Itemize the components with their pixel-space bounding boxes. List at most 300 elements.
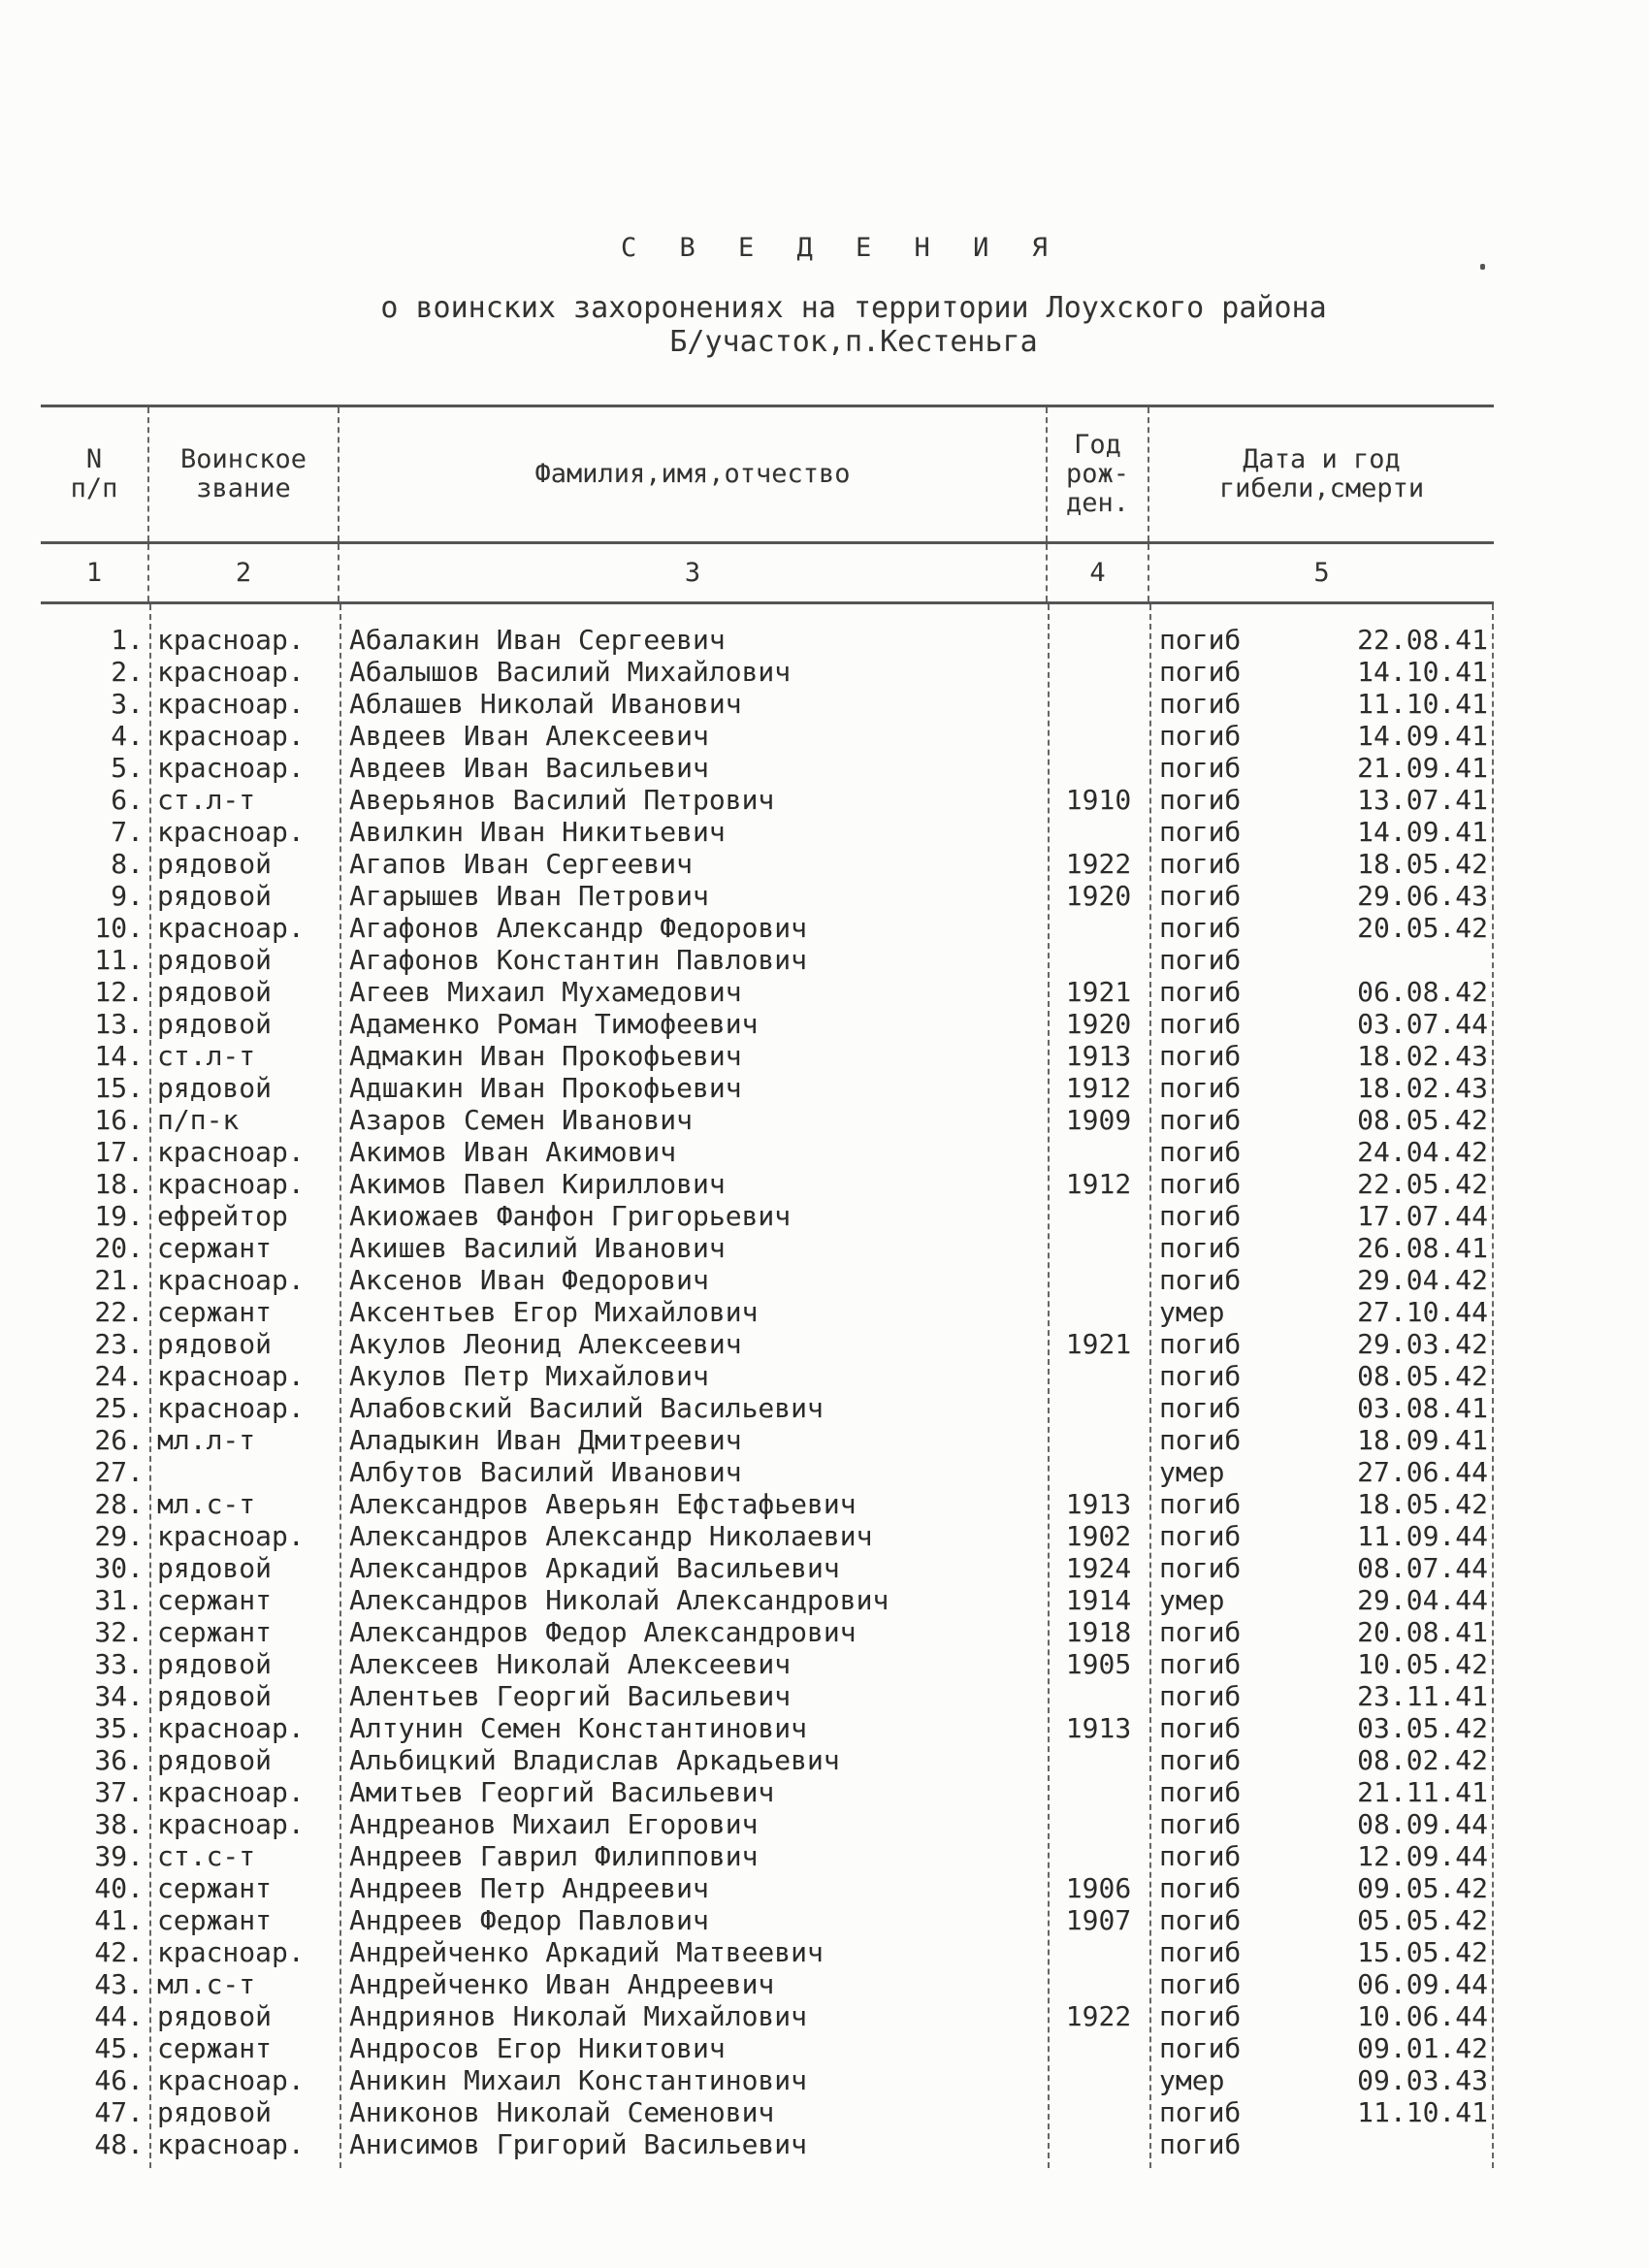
row-death: [1149, 1680, 1494, 1712]
row-rank: сержант: [157, 1904, 273, 1936]
table-row: [41, 1680, 1494, 1712]
row-number: 44.: [94, 2000, 144, 2032]
row-number: 32.: [94, 1616, 144, 1648]
row-death: [1149, 2128, 1494, 2160]
row-rank: красноар.: [157, 1360, 305, 1392]
row-birth-year: 1914: [1065, 1584, 1132, 1616]
row-rank: рядовой: [157, 1072, 273, 1104]
header-name: [340, 407, 1048, 541]
table-row: [41, 1520, 1494, 1552]
row-death: [1149, 624, 1494, 656]
table-row: [41, 1648, 1494, 1680]
row-death-status: погиб: [1159, 1840, 1242, 1872]
row-death: [1149, 1360, 1494, 1392]
row-birth-year: 1921: [1065, 1328, 1132, 1360]
row-death-status: погиб: [1159, 1936, 1242, 1968]
row-number: 15.: [94, 1072, 144, 1104]
row-birth-year: [1048, 1264, 1149, 1296]
column-number: 4: [1048, 544, 1149, 601]
row-death-status: погиб: [1159, 816, 1242, 848]
row-birth-year: 1905: [1065, 1648, 1132, 1680]
row-death-date: 22.08.41: [1357, 624, 1488, 656]
row-death: [1149, 1808, 1494, 1840]
row-number: 41.: [94, 1904, 144, 1936]
table-row: [41, 1744, 1494, 1776]
row-death: [1149, 1648, 1494, 1680]
header-death-line-1: Дата и год: [1243, 444, 1401, 474]
table-row: [41, 976, 1494, 1008]
row-death: [1149, 1328, 1494, 1360]
subtitle-line-2: Б/участок,п.Кестеньга: [669, 325, 1038, 359]
row-death-status: погиб: [1159, 976, 1242, 1008]
header-year-line-2: рож-: [1065, 459, 1130, 489]
row-death-date: 10.05.42: [1357, 1648, 1488, 1680]
row-birth-year: [1048, 1360, 1149, 1392]
row-death: [1149, 944, 1494, 976]
row-name: Адшакин Иван Прокофьевич: [349, 1072, 742, 1104]
row-death-status: умер: [1159, 1296, 1225, 1328]
row-rank: рядовой: [157, 976, 273, 1008]
row-death: [1149, 1552, 1494, 1584]
row-name: Александров Александр Николаевич: [349, 1520, 873, 1552]
row-death-status: погиб: [1159, 1008, 1242, 1040]
table-row: [41, 2000, 1494, 2032]
table-row: [41, 2032, 1494, 2064]
column-number: 3: [340, 544, 1048, 601]
row-name: Агапов Иван Сергеевич: [349, 848, 694, 880]
row-death-date: 11.10.41: [1357, 688, 1488, 720]
row-number: 12.: [94, 976, 144, 1008]
row-death-status: погиб: [1159, 1104, 1242, 1136]
row-name: Аверьянов Василий Петрович: [349, 784, 775, 816]
row-number: 22.: [94, 1296, 144, 1328]
row-death-date: 27.06.44: [1357, 1456, 1488, 1488]
row-name: Агафонов Александр Федорович: [349, 912, 808, 944]
header-year-line-3: ден.: [1065, 488, 1130, 518]
table-row: [41, 1264, 1494, 1296]
row-death-status: погиб: [1159, 656, 1242, 688]
table-row: [41, 752, 1494, 784]
row-rank: красноар.: [157, 1712, 305, 1744]
table-row: [41, 656, 1494, 688]
row-name: Алабовский Василий Васильевич: [349, 1392, 824, 1424]
row-number: 1.: [111, 624, 144, 656]
row-name: Акимов Иван Акимович: [349, 1136, 677, 1168]
row-rank: сержант: [157, 1616, 273, 1648]
row-death: [1149, 720, 1494, 752]
row-rank: ефрейтор: [157, 1200, 288, 1232]
row-rank: сержант: [157, 1584, 273, 1616]
row-number: 14.: [94, 1040, 144, 1072]
row-death-date: 06.09.44: [1357, 1968, 1488, 2000]
row-death-status: погиб: [1159, 1520, 1242, 1552]
row-death: [1149, 1840, 1494, 1872]
table-row: [41, 1040, 1494, 1072]
row-death: [1149, 1584, 1494, 1616]
row-death-date: 18.02.43: [1357, 1072, 1488, 1104]
row-rank: п/п-к: [157, 1104, 240, 1136]
row-death-date: 18.09.41: [1357, 1424, 1488, 1456]
row-name: Адаменко Роман Тимофеевич: [349, 1008, 759, 1040]
row-death-date: 10.06.44: [1357, 2000, 1488, 2032]
row-death-status: погиб: [1159, 624, 1242, 656]
row-death: [1149, 784, 1494, 816]
header-year-line-1: Год: [1074, 430, 1121, 460]
row-rank: сержант: [157, 1872, 273, 1904]
row-birth-year: [1048, 2096, 1149, 2128]
row-death-status: погиб: [1159, 1680, 1242, 1712]
row-birth-year: [1048, 1840, 1149, 1872]
row-death-status: погиб: [1159, 1264, 1242, 1296]
table-row: [41, 784, 1494, 816]
row-death-date: 29.04.42: [1357, 1264, 1488, 1296]
row-death-date: 21.11.41: [1357, 1776, 1488, 1808]
header-rank-line-2: звание: [196, 473, 291, 503]
row-birth-year: [1048, 1424, 1149, 1456]
row-name: Авилкин Иван Никитьевич: [349, 816, 726, 848]
header-name-line-1: Фамилия,имя,отчество: [534, 459, 851, 489]
row-death-date: 24.04.42: [1357, 1136, 1488, 1168]
document-title: С В Е Д Е Н И Я: [621, 233, 1061, 263]
column-number: 1: [41, 544, 149, 601]
row-name: Акулов Петр Михайлович: [349, 1360, 709, 1392]
row-rank: красноар.: [157, 1520, 305, 1552]
row-death-date: 17.07.44: [1357, 1200, 1488, 1232]
row-death-status: умер: [1159, 1584, 1225, 1616]
row-death: [1149, 1456, 1494, 1488]
row-death: [1149, 2000, 1494, 2032]
row-rank: рядовой: [157, 1648, 273, 1680]
row-death-status: погиб: [1159, 880, 1242, 912]
row-death: [1149, 1264, 1494, 1296]
table-body: [41, 604, 1494, 2160]
table-row: [41, 1776, 1494, 1808]
header-death: [1149, 407, 1494, 541]
row-death-status: погиб: [1159, 784, 1242, 816]
table-row: [41, 1936, 1494, 1968]
row-rank: красноар.: [157, 656, 305, 688]
row-death-status: погиб: [1159, 2096, 1242, 2128]
row-rank: красноар.: [157, 1776, 305, 1808]
row-death-status: погиб: [1159, 1616, 1242, 1648]
row-number: 33.: [94, 1648, 144, 1680]
row-death-date: 29.03.42: [1357, 1328, 1488, 1360]
row-death-status: погиб: [1159, 1552, 1242, 1584]
row-rank: красноар.: [157, 1264, 305, 1296]
row-death: [1149, 752, 1494, 784]
row-name: Авдеев Иван Алексеевич: [349, 720, 709, 752]
row-death: [1149, 1904, 1494, 1936]
row-birth-year: [1048, 2128, 1149, 2160]
row-name: Андриянов Николай Михайлович: [349, 2000, 808, 2032]
row-death-date: 08.05.42: [1357, 1360, 1488, 1392]
table-row: [41, 1104, 1494, 1136]
row-death: [1149, 1072, 1494, 1104]
row-name: Акишев Василий Иванович: [349, 1232, 726, 1264]
row-death: [1149, 1968, 1494, 2000]
table-row: [41, 720, 1494, 752]
row-birth-year: [1048, 1136, 1149, 1168]
row-rank: красноар.: [157, 912, 305, 944]
row-birth-year: 1912: [1065, 1168, 1132, 1200]
row-name: Азаров Семен Иванович: [349, 1104, 694, 1136]
row-name: Александров Аверьян Ефстафьевич: [349, 1488, 857, 1520]
row-rank: красноар.: [157, 720, 305, 752]
row-rank: красноар.: [157, 688, 305, 720]
header-num-line-1: N: [85, 444, 103, 474]
row-death: [1149, 1232, 1494, 1264]
row-number: 9.: [111, 880, 144, 912]
row-birth-year: 1909: [1065, 1104, 1132, 1136]
row-birth-year: 1920: [1065, 880, 1132, 912]
row-birth-year: 1920: [1065, 1008, 1132, 1040]
row-death-status: погиб: [1159, 1360, 1242, 1392]
row-rank: ст.л-т: [157, 784, 256, 816]
table-row: [41, 1072, 1494, 1104]
row-number: 23.: [94, 1328, 144, 1360]
row-number: 3.: [111, 688, 144, 720]
row-rank: рядовой: [157, 1008, 273, 1040]
table-row: [41, 2128, 1494, 2160]
row-death-date: 26.08.41: [1357, 1232, 1488, 1264]
row-death: [1149, 2096, 1494, 2128]
row-number: 16.: [94, 1104, 144, 1136]
row-number: 31.: [94, 1584, 144, 1616]
row-number: 2.: [111, 656, 144, 688]
table-row: [41, 1168, 1494, 1200]
row-birth-year: 1924: [1065, 1552, 1132, 1584]
row-number: 5.: [111, 752, 144, 784]
row-name: Албутов Василий Иванович: [349, 1456, 742, 1488]
row-birth-year: 1922: [1065, 2000, 1132, 2032]
row-death: [1149, 1392, 1494, 1424]
row-number: 45.: [94, 2032, 144, 2064]
row-rank: ст.с-т: [157, 1840, 256, 1872]
row-number: 46.: [94, 2064, 144, 2096]
row-death: [1149, 1200, 1494, 1232]
row-death-status: погиб: [1159, 1200, 1242, 1232]
row-death: [1149, 1712, 1494, 1744]
row-name: Агафонов Константин Павлович: [349, 944, 808, 976]
row-rank: рядовой: [157, 1552, 273, 1584]
table-row: [41, 1968, 1494, 2000]
row-death-date: 21.09.41: [1357, 752, 1488, 784]
row-name: Андрейченко Иван Андреевич: [349, 1968, 775, 2000]
row-rank: мл.с-т: [157, 1488, 256, 1520]
row-name: Андросов Егор Никитович: [349, 2032, 726, 2064]
row-rank: [149, 1456, 340, 1488]
row-death-date: 22.05.42: [1357, 1168, 1488, 1200]
row-number: 20.: [94, 1232, 144, 1264]
row-birth-year: [1048, 1936, 1149, 1968]
table-row: [41, 1200, 1494, 1232]
table-row: [41, 1872, 1494, 1904]
row-death-status: умер: [1159, 2064, 1225, 2096]
row-death-status: погиб: [1159, 1488, 1242, 1520]
row-death: [1149, 816, 1494, 848]
row-death-date: 09.05.42: [1357, 1872, 1488, 1904]
row-rank: рядовой: [157, 2000, 273, 2032]
row-number: 38.: [94, 1808, 144, 1840]
table-row: [41, 1488, 1494, 1520]
row-number: 6.: [111, 784, 144, 816]
row-birth-year: [1048, 1200, 1149, 1232]
row-name: Аблашев Николай Иванович: [349, 688, 742, 720]
row-rank: рядовой: [157, 848, 273, 880]
row-death-status: погиб: [1159, 1808, 1242, 1840]
row-death-status: погиб: [1159, 848, 1242, 880]
row-rank: красноар.: [157, 1392, 305, 1424]
row-death-status: погиб: [1159, 688, 1242, 720]
ink-mark: [1480, 264, 1485, 270]
table-row: [41, 1616, 1494, 1648]
row-rank: красноар.: [157, 1168, 305, 1200]
row-birth-year: [1048, 656, 1149, 688]
row-number: 34.: [94, 1680, 144, 1712]
row-name: Александров Аркадий Васильевич: [349, 1552, 840, 1584]
row-death: [1149, 1104, 1494, 1136]
table-row: [41, 688, 1494, 720]
row-death-status: погиб: [1159, 1232, 1242, 1264]
row-birth-year: 1912: [1065, 1072, 1132, 1104]
row-name: Аникин Михаил Константинович: [349, 2064, 808, 2096]
row-rank: красноар.: [157, 752, 305, 784]
row-rank: рядовой: [157, 1680, 273, 1712]
row-death: [1149, 1136, 1494, 1168]
row-death-status: погиб: [1159, 1168, 1242, 1200]
row-death-status: погиб: [1159, 720, 1242, 752]
table-row: [41, 848, 1494, 880]
row-number: 24.: [94, 1360, 144, 1392]
row-rank: рядовой: [157, 880, 273, 912]
row-death-date: 20.08.41: [1357, 1616, 1488, 1648]
row-name: Алентьев Георгий Васильевич: [349, 1680, 792, 1712]
column-divider: [1492, 604, 1494, 2168]
row-death: [1149, 1744, 1494, 1776]
header-death-line-2: гибели,смерти: [1218, 473, 1425, 503]
row-name: Андреев Гаврил Филиппович: [349, 1840, 759, 1872]
row-rank: рядовой: [157, 2096, 273, 2128]
row-name: Адмакин Иван Прокофьевич: [349, 1040, 742, 1072]
table-row: [41, 1808, 1494, 1840]
row-death: [1149, 1936, 1494, 1968]
row-rank: красноар.: [157, 1936, 305, 1968]
row-birth-year: [1048, 1808, 1149, 1840]
row-birth-year: [1048, 1968, 1149, 2000]
row-death: [1149, 1424, 1494, 1456]
row-death: [1149, 1776, 1494, 1808]
row-death: [1149, 688, 1494, 720]
row-name: Альбицкий Владислав Аркадьевич: [349, 1744, 840, 1776]
row-number: 10.: [94, 912, 144, 944]
row-birth-year: 1907: [1065, 1904, 1132, 1936]
row-death-date: 14.09.41: [1357, 816, 1488, 848]
table-row: [41, 1008, 1494, 1040]
header-num: [41, 407, 149, 541]
subtitle-line-1: о воинских захоронениях на территории Лоухского района: [380, 291, 1327, 325]
row-birth-year: 1913: [1065, 1040, 1132, 1072]
row-birth-year: [1048, 1680, 1149, 1712]
column-numbers-row: [41, 544, 1494, 604]
row-number: 13.: [94, 1008, 144, 1040]
row-birth-year: [1048, 752, 1149, 784]
row-death-date: 14.09.41: [1357, 720, 1488, 752]
row-number: 40.: [94, 1872, 144, 1904]
row-rank: красноар.: [157, 1808, 305, 1840]
row-death-status: погиб: [1159, 944, 1242, 976]
row-number: 18.: [94, 1168, 144, 1200]
row-rank: красноар.: [157, 624, 305, 656]
row-death-date: 03.07.44: [1357, 1008, 1488, 1040]
row-death-date: 27.10.44: [1357, 1296, 1488, 1328]
row-death: [1149, 976, 1494, 1008]
table-row: [41, 1136, 1494, 1168]
row-death-date: 08.02.42: [1357, 1744, 1488, 1776]
row-death-date: 29.04.44: [1357, 1584, 1488, 1616]
row-death-date: 13.07.41: [1357, 784, 1488, 816]
row-death: [1149, 1008, 1494, 1040]
row-name: Алтунин Семен Константинович: [349, 1712, 808, 1744]
row-name: Андреанов Михаил Егорович: [349, 1808, 759, 1840]
row-death-status: погиб: [1159, 1776, 1242, 1808]
row-number: 42.: [94, 1936, 144, 1968]
row-death-date: 09.03.43: [1357, 2064, 1488, 2096]
row-birth-year: [1048, 1456, 1149, 1488]
row-death-status: погиб: [1159, 1072, 1242, 1104]
row-rank: красноар.: [157, 816, 305, 848]
column-number: 2: [149, 544, 340, 601]
row-death-status: погиб: [1159, 1968, 1242, 2000]
row-name: Абалакин Иван Сергеевич: [349, 624, 726, 656]
row-name: Акимов Павел Кириллович: [349, 1168, 726, 1200]
row-birth-year: 1921: [1065, 976, 1132, 1008]
row-birth-year: 1910: [1065, 784, 1132, 816]
table-row: [41, 1584, 1494, 1616]
row-birth-year: 1906: [1065, 1872, 1132, 1904]
row-death-date: 03.08.41: [1357, 1392, 1488, 1424]
row-birth-year: [1048, 912, 1149, 944]
row-death: [1149, 880, 1494, 912]
row-number: 4.: [111, 720, 144, 752]
row-rank: рядовой: [157, 1744, 273, 1776]
table-row: [41, 912, 1494, 944]
row-death-date: 12.09.44: [1357, 1840, 1488, 1872]
column-divider: [149, 604, 151, 2168]
header-year: [1048, 407, 1149, 541]
table-row: [41, 2096, 1494, 2128]
row-death: [1149, 1520, 1494, 1552]
table-row: [41, 816, 1494, 848]
row-birth-year: [1048, 1744, 1149, 1776]
row-rank: красноар.: [157, 1136, 305, 1168]
row-death-date: 20.05.42: [1357, 912, 1488, 944]
row-number: 8.: [111, 848, 144, 880]
column-divider: [1149, 604, 1151, 2168]
row-death-status: погиб: [1159, 1424, 1242, 1456]
table-row: [41, 1296, 1494, 1328]
column-number: 5: [1313, 558, 1330, 588]
table-row: [41, 1552, 1494, 1584]
row-death: [1149, 656, 1494, 688]
row-death: [1149, 1616, 1494, 1648]
row-death: [1149, 1040, 1494, 1072]
row-death-status: погиб: [1159, 2128, 1242, 2160]
row-name: Аксенов Иван Федорович: [349, 1264, 709, 1296]
row-birth-year: 1918: [1065, 1616, 1132, 1648]
row-number: 48.: [94, 2128, 144, 2160]
row-number: 21.: [94, 1264, 144, 1296]
table-row: [41, 1840, 1494, 1872]
